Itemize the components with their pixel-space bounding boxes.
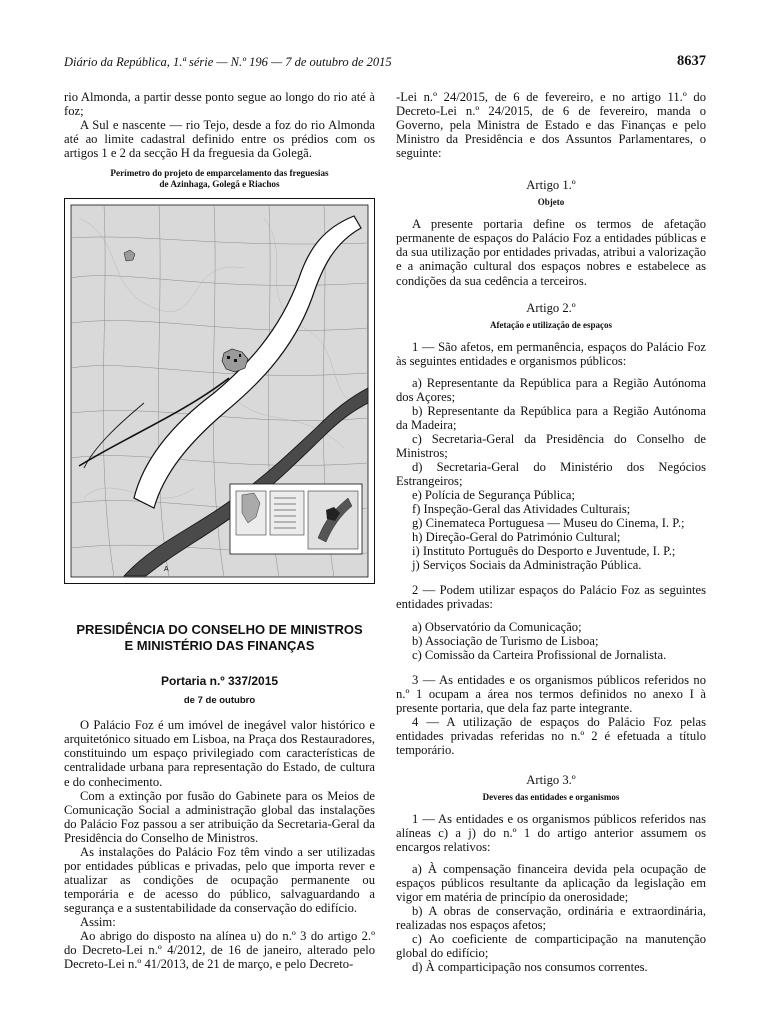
map-caption: Perímetro do projeto de emparcelamento das freguesias de Azinhaga, Golegã e Riachos (110, 168, 329, 190)
article-heading: Artigo 3.º (526, 772, 576, 787)
running-title: Diário da República, 1.ª série — N.º 196 — 7 de outubro de 2015 (64, 55, 392, 69)
running-header (64, 55, 706, 73)
list-item: d) Secretaria-Geral do Ministério dos Negócios Estrangeiros; (396, 460, 706, 489)
paragraph: 3 — As entidades e os organismos públicos referidos no n.º 1 ocupam a área nos termos definidos no anexo I à presente portaria, que dela faz parte integrante. (396, 672, 706, 715)
paragraph: 1 — São afetos, em permanência, espaços do Palácio Foz às seguintes entidades e organismos públicos: (396, 339, 706, 368)
list-item: f) Inspeção-Geral das Atividades Culturais; (412, 502, 631, 517)
perimeter-map (64, 198, 375, 584)
list-item: d) À comparticipação nos consumos correntes. (412, 960, 648, 975)
paragraph: rio Almonda, a partir desse ponto segue ao longo do rio até à foz; (64, 90, 375, 119)
portaria-date: de 7 de outubro (183, 695, 256, 707)
paragraph: -Lei n.º 24/2015, de 6 de fevereiro, e no artigo 11.º do Decreto-Lei n.º 24/2015, de 6 de fevereiro, manda o Governo, pela Ministra de Estado e das Finanças e pelo Ministro da Presidência e dos Assuntos Parlamentares, o seguinte: (396, 90, 706, 161)
list-item: e) Polícia de Segurança Pública; (412, 488, 575, 503)
paragraph: 4 — A utilização de espaços do Palácio Foz pelas entidades privadas referidas no n.º 2 é efetuada a título temporário. (396, 714, 706, 757)
list-item: a) Observatório da Comunicação; (412, 619, 582, 634)
list-item: j) Serviços Sociais da Administração Pública. (412, 558, 642, 573)
paragraph: As instalações do Palácio Foz têm vindo a ser utilizadas por entidades públicas e privadas, pelo que importa rever e atualizar as condições de ocupação permanente ou temporária e de acesso do público, salvaguardando a segurança e a sustentabilidade da conservação do edifício. (64, 844, 375, 915)
left-column (64, 90, 375, 971)
paragraph: A Sul e nascente — rio Tejo, desde a foz do rio Almonda até ao limite cadastral definido entre os prédios com os artigos 1 e 2 da secção H da freguesia da Golegã. (64, 118, 375, 161)
list-item: c) Ao coeficiente de comparticipação na manutenção global do edifício; (396, 932, 706, 961)
list-item: g) Cinemateca Portuguesa — Museu do Cinema, I. P.; (412, 516, 685, 531)
page-number: 8637 (677, 53, 706, 69)
paragraph: 1 — As entidades e os organismos públicos referidos nas alíneas c) a j) do n.º 1 do artigo anterior assumem os encargos relativos: (396, 812, 706, 855)
list-item: b) Representante da República para a Região Autónoma da Madeira; (396, 403, 706, 432)
paragraph: 2 — Podem utilizar espaços do Palácio Foz as seguintes entidades privadas: (396, 583, 706, 612)
svg-text:A: A (164, 566, 169, 574)
article-subtitle: Objeto (537, 197, 565, 208)
list-item: a) À compensação financeira devida pela ocupação de espaços públicos resultante da aplicação da legislação em vigor em matéria de princípio da onerosidade; (396, 862, 706, 905)
list-item: b) A obras de conservação, ordinária e extraordinária, realizadas nos espaços afetos; (396, 904, 706, 933)
paragraph: Ao abrigo do disposto na alínea u) do n.º 3 do artigo 2.º do Decreto-Lei n.º 4/2012, de 16 de janeiro, alterado pelo Decreto-Lei n.º 41/2013, de 21 de março, e pelo Decreto- (64, 929, 375, 972)
article-subtitle: Afetação e utilização de espaços (490, 319, 612, 330)
list-item: a) Representante da República para a Região Autónoma dos Açores; (396, 375, 706, 404)
list-item: i) Instituto Português do Desporto e Juventude, I. P.; (412, 544, 676, 559)
portaria-title: Portaria n.º 337/2015 (160, 674, 279, 689)
list-item: c) Comissão da Carteira Profissional de Jornalista. (412, 647, 667, 662)
paragraph: Assim: (80, 914, 116, 929)
paragraph: A presente portaria define os termos de afetação permanente de espaços do Palácio Foz a entidades públicas e da sua utilização por entidades privadas, atribui a valorização e a animação cultural dos espaços nobres e estabelece as condições da sua cedência a terceiros. (396, 217, 706, 288)
paragraph: Com a extinção por fusão do Gabinete para os Meios de Comunicação Social a administração global das instalações do Palácio Foz passou a ser atribuição da Secretaria-Geral da Presidência do Conselho de Ministros. (64, 788, 375, 845)
article-subtitle: Deveres das entidades e organismos (482, 791, 620, 802)
paragraph: O Palácio Foz é um imóvel de inegável valor histórico e arquitetónico situado em Lisboa, na Praça dos Restauradores, constituindo um espaço privilegiado com características de centralidade urbana para representação do Estado, de cultura e do conhecimento. (64, 718, 375, 789)
list-item: b) Associação de Turismo de Lisboa; (412, 633, 599, 648)
article-heading: Artigo 2.º (526, 300, 576, 315)
list-item: h) Direção-Geral do Património Cultural; (412, 530, 621, 545)
list-item: c) Secretaria-Geral da Presidência do Conselho de Ministros; (396, 431, 706, 460)
article-heading: Artigo 1.º (526, 178, 576, 193)
right-column (396, 90, 706, 975)
ministry-heading: PRESIDÊNCIA DO CONSELHO DE MINISTROS E MINISTÉRIO DAS FINANÇAS (76, 622, 363, 654)
